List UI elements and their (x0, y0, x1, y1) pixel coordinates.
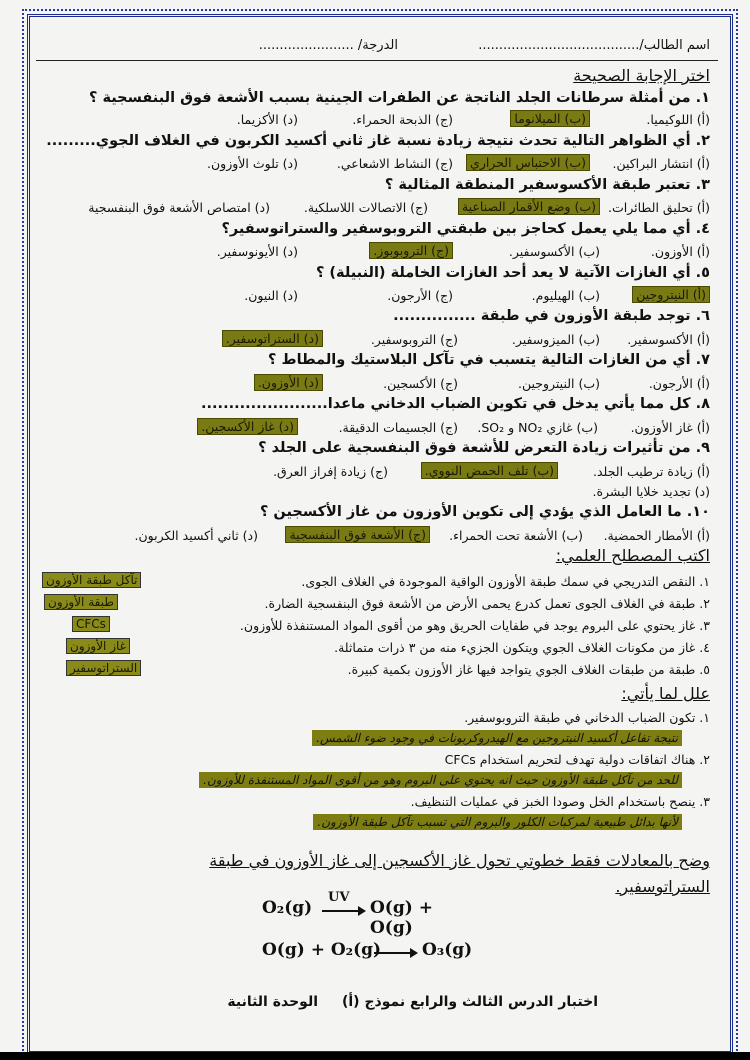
question-4: ٤. أي مما يلي يعمل كحاجز بين طبقتي التروبوسفير والستراتوسفير؟ (221, 221, 710, 237)
q10-option-b: (ب) الأشعة تحت الحمراء. (449, 528, 583, 543)
student-name-field: اسم الطالب/....................................... (478, 38, 710, 53)
q10-option-c: (ج) الأشعة فوق البنفسجية (285, 526, 430, 543)
footer-test-title: اختبار الدرس الثالث والرابع نموذج (أ) (341, 994, 598, 1010)
q6-option-a: (أ) الأكسوسفير. (627, 332, 710, 347)
term-2-answer: طبقة الأوزون (44, 594, 118, 610)
q7-option-c: (ج) الأكسجين. (383, 376, 458, 391)
term-3-answer: CFCs (72, 616, 110, 632)
question-5: ٥. أي الغازات الآتية لا يعد أحد الغازات الخاملة (النبيلة) ؟ (315, 265, 710, 281)
q5-option-d: (د) النيون. (244, 288, 298, 303)
q4-option-a: (أ) الأوزون. (650, 244, 710, 259)
question-9: ٩. من تأثيرات زيادة التعرض للأشعة فوق البنفسجية على الجلد ؟ (258, 440, 710, 456)
q7-option-d: (د) الأوزون. (254, 374, 323, 391)
term-3: ٣. غاز يحتوي على البروم يوجد في طفايات الحريق وهو من أقوى المواد المستنفذة للأوزون. (239, 618, 710, 633)
q8-option-d: (د) غاز الأكسجين. (197, 418, 298, 435)
q2-option-a: (أ) انتشار البراكين. (612, 156, 710, 171)
header-divider (36, 60, 718, 61)
q8-option-a: (أ) غاز الأوزون. (630, 420, 710, 435)
q1-option-c: (ج) الذبحة الحمراء. (352, 112, 453, 127)
question-3: ٣. تعتبر طبقة الأكسوسفير المنطقة المثالية ؟ (384, 177, 710, 193)
q1-option-d: (د) الأكزيما. (236, 112, 298, 127)
question-8: ٨. كل مما يأتي يدخل في تكوين الضباب الدخاني ماعدا....................... (201, 396, 710, 412)
q3-option-d: (د) امتصاص الأشعة فوق البنفسجية (88, 200, 270, 215)
term-4-answer: غاز الأوزون (66, 638, 130, 654)
section1-title: اختر الإجابة الصحيحة (573, 66, 710, 85)
question-10: ١٠. ما العامل الذي يؤدي إلى تكوين الأوزون من غاز الأكسجين ؟ (259, 504, 710, 520)
question-7: ٧. أي من الغازات التالية يتسبب في تآكل البلاستيك والمطاط ؟ (268, 352, 710, 368)
section3-title: علل لما يأتي: (621, 684, 710, 703)
q2-option-b: (ب) الاحتباس الحراري (466, 154, 590, 171)
reason-3: ٣. ينصح باستخدام الخل وصودا الخبز في عمليات التنظيف. (410, 794, 710, 809)
term-2: ٢. طبقة في الغلاف الجوى تعمل كدرع يحمى الأرض من الأشعة فوق البنفسجية الضارة. (264, 596, 710, 611)
section2-title: اكتب المصطلح العلمي: (555, 546, 710, 565)
q9-option-b: (ب) تلف الحمض النووي. (421, 462, 558, 479)
q3-option-b: (ب) وضع الأقمار الصناعية (458, 198, 600, 215)
question-2: ٢. أي الظواهر التالية تحدث نتيجة زيادة نسبة غاز ثاني أكسيد الكربون في الغلاف الجوي......... (46, 133, 710, 149)
q1-option-a: (أ) اللوكيميا. (646, 112, 710, 127)
q5-option-a: (أ) النيتروجين (632, 286, 710, 303)
q6-option-b: (ب) الميزوسفير. (511, 332, 600, 347)
reason-1: ١. تكون الضباب الدخاني في طبقة التروبوسفير. (464, 710, 710, 725)
eq1-reactant: O₂(g) (262, 898, 313, 918)
footer-unit: الوحدة الثانية (227, 994, 318, 1010)
q10-option-a: (أ) الأمطار الحمضية. (603, 528, 710, 543)
q4-option-d: (د) الأيونوسفير. (216, 244, 298, 259)
equations (262, 890, 473, 975)
eq1-arrow-icon (322, 906, 366, 916)
q5-option-c: (ج) الأرجون. (387, 288, 453, 303)
reason-2-answer: للحد من تآكل طبقة الأوزون حيث انه يحتوي على البروم وهو من أقوى المواد المستنفذة للأوزون. (199, 772, 682, 788)
q3-option-a: (أ) تحليق الطائرات. (608, 200, 710, 215)
question-6: ٦. توجد طبقة الأوزون في طبقة ............... (393, 308, 710, 324)
q9-option-d: (د) تجديد خلايا البشرة. (592, 484, 710, 499)
term-5: ٥. طبقة من طبقات الغلاف الجوي يتواجد فيها غاز الأوزون بكمية كبيرة. (347, 662, 710, 677)
q4-option-b: (ب) الأكسوسفير. (508, 244, 600, 259)
term-1: ١. النقص التدريجي في سمك طبقة الأوزون الواقية الموجودة في الغلاف الجوى. (301, 574, 710, 589)
q6-option-d: (د) الستراتوسفير. (222, 330, 323, 347)
q2-option-d: (د) تلوث الأوزون. (207, 156, 298, 171)
term-4: ٤. غاز من مكونات الغلاف الجوي ويتكون الجزيء منه من ٣ ذرات متماثلة. (334, 640, 710, 655)
q7-option-b: (ب) النيتروجين. (517, 376, 600, 391)
question-1: ١. من أمثلة سرطانات الجلد الناتجة عن الطفرات الجينية بسبب الأشعة فوق البنفسجية ؟ (88, 90, 710, 106)
reason-2: ٢. هناك اتفاقات دولية تهدف لتحريم استخدام CFCs (444, 752, 710, 767)
eq2-reactants: O(g) + O₂(g) (262, 940, 382, 960)
q6-option-c: (ج) التروبوسفير. (370, 332, 458, 347)
eq2-arrow-icon (374, 948, 418, 958)
q5-option-b: (ب) الهيليوم. (531, 288, 600, 303)
q3-option-c: (ج) الاتصالات اللاسلكية. (303, 200, 428, 215)
q2-option-c: (ج) النشاط الاشعاعي. (336, 156, 453, 171)
worksheet (36, 30, 718, 1040)
q9-option-c: (ج) زيادة إفراز العرق. (273, 464, 388, 479)
q10-option-d: (د) ثاني أكسيد الكربون. (134, 528, 258, 543)
reason-1-answer: نتيجة تفاعل أكسيد النيتروجين مع الهيدروكربونات في وجود ضوء الشمس. (312, 730, 682, 746)
reason-3-answer: لأنها بدائل طبيعية لمركبات الكلور والبروم التي تسبب تآكل طبقة الأوزون. (313, 814, 682, 830)
term-1-answer: تآكل طبقة الأوزون (42, 572, 141, 588)
section4-title: وضح بالمعادلات فقط خطوتي تحول غاز الأكسجين إلى غاز الأوزون في طبقة الستراتوسفير. (209, 851, 710, 896)
q7-option-a: (أ) الأرجون. (648, 376, 710, 391)
grade-field: الدرجة/ ....................... (258, 38, 398, 53)
q9-option-a: (أ) زيادة ترطيب الجلد. (593, 464, 710, 479)
q8-option-b: (ب) غازي NO₂ و SO₂. (477, 420, 598, 435)
eq2-product: O₃(g) (422, 940, 473, 960)
q8-option-c: (ج) الجسيمات الدقيقة. (338, 420, 458, 435)
q4-option-c: (ج) التروبوبوز. (369, 242, 453, 259)
eq1-products: O(g) + O(g) (370, 898, 433, 938)
bottom-bar (0, 1052, 750, 1060)
eq1-condition: UV (328, 890, 350, 905)
q1-option-b: (ب) الميلانوما (510, 110, 590, 127)
term-5-answer: الستراتوسفير (66, 660, 141, 676)
